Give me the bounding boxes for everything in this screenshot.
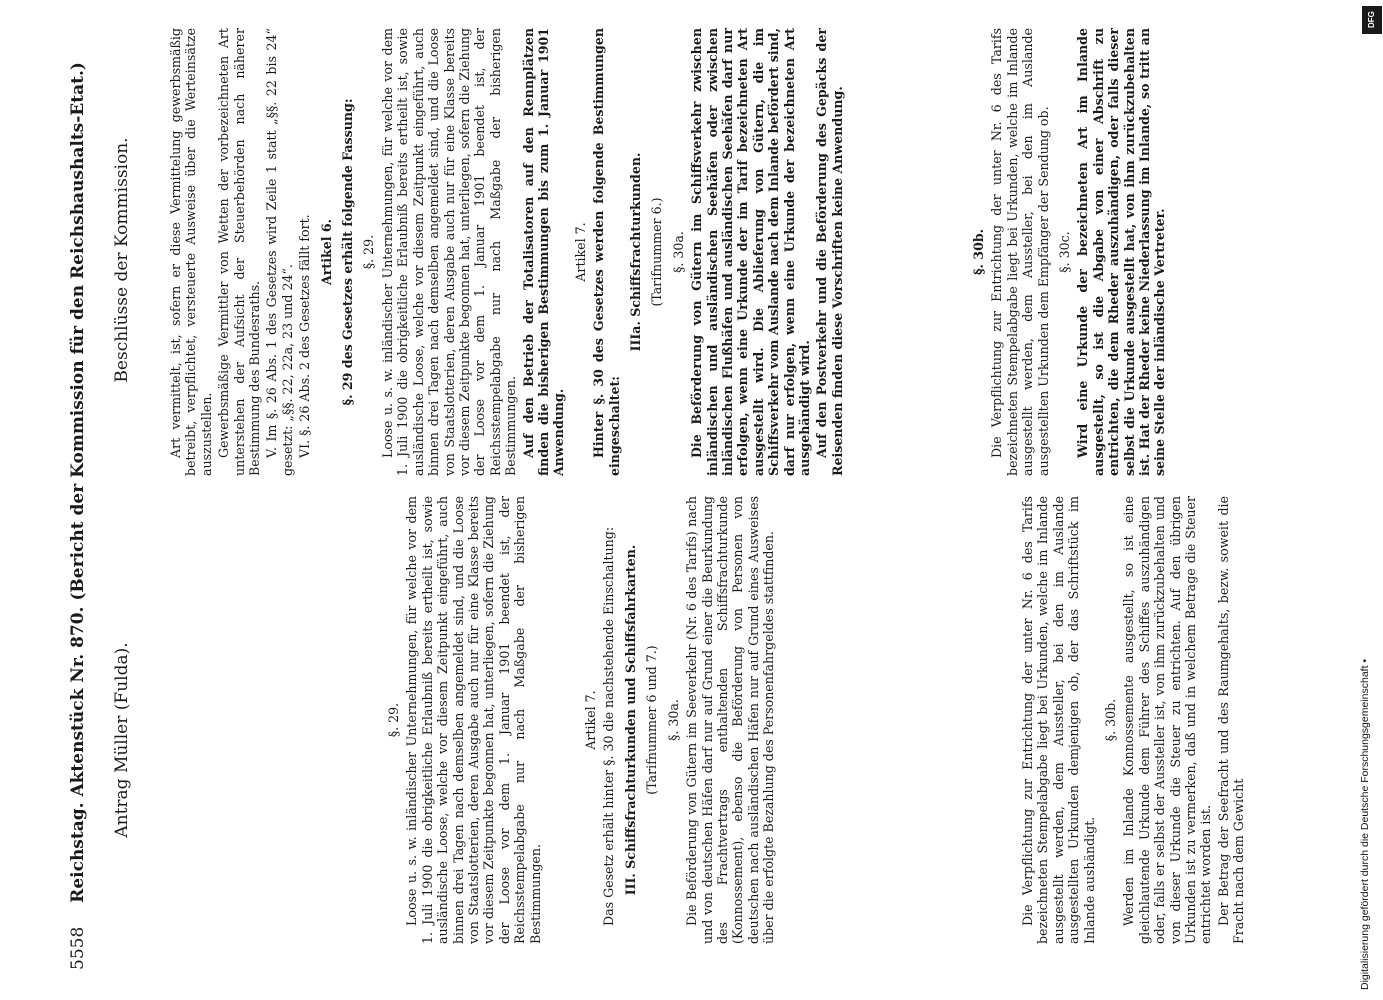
left-column-bottom: [1020, 496, 1249, 944]
left-section-30b-heading: §. 30b.: [1103, 698, 1119, 742]
article-6-text: §. 29 des Gesetzes erhält folgende Fassung:: [340, 98, 356, 406]
section-29-text: Loose u. s. w. inländischer Unternehmungen, für welche vor dem 1. Juli 1900 die obrigkeitliche Erlaubniß bereits ertheilt ist, sowie ausländische Loose, welche vor diesem Zeitpunkt eingeführt, auch binnen drei Tagen nach demselben angemeldet sind, und die Loose von Staatslotterien, deren Ausgabe auch nur für eine Klasse bereits vor diesem Zeitpunkte begonnen hat, unterliegen, sofern die Ziehung der Loose vor dem 1. Januar 1901 beendet ist, der Reichsstempelabgabe nur nach Maßgabe der bisherigen Bestimmungen.: [404, 496, 543, 944]
section-iiia-sub: (Tarifnummer 6.): [649, 197, 665, 307]
right-section-30a-heading: §. 30a.: [670, 231, 686, 273]
section-30a-heading: §. 30a.: [665, 699, 681, 741]
section-iii-heading: III. Schiffsfrachturkunden und Schiffsfahrkarten.: [622, 544, 638, 896]
left-column-title: Antrag Müller (Fulda).: [112, 642, 132, 838]
left-column-top: [380, 496, 779, 944]
right-item-vi: VI. §. 26 Abs. 2 des Gesetzes fällt fort.: [297, 214, 313, 458]
right-intro-p2: Gewerbsmäßige Vermittler von Wetten der vorbezeichneten Art unterstehen der Aufsicht der Steuerbehörden nach näherer Bestimmung des Bundesraths.: [216, 28, 263, 476]
right-column-title: Beschlüsse der Kommission.: [112, 137, 132, 383]
header-title: Reichstag. Aktenstück Nr. 870. (Bericht der Kommission für den Reichshaushalts-Etat.): [68, 62, 88, 903]
article-6-heading: Artikel 6.: [318, 218, 334, 286]
section-29-heading: §. 29.: [386, 702, 401, 738]
section-iiia-heading: IIIa. Schiffsfrachturkunden.: [627, 152, 643, 352]
dfg-logo: DFG: [1362, 6, 1382, 34]
section-iii-sub: (Tarifnummer 6 und 7.): [644, 645, 660, 795]
right-column-top: [168, 28, 847, 476]
right-section-30a-text: Die Beförderung von Gütern im Schiffsverkehr zwischen inländischen und ausländischen Seehäfen oder zwischen inländischen Flußhäfen und ausländischen Seehäfen darf nur erfolgen, wenn eine Urkunde der im Tarif bezeichneten Art ausgestellt wird. Die Ablieferung von Gütern, die im Schiffsverkehr vom Auslande nach dem Inlande befördert sind, darf nur erfolgen, wenn eine Urkunde der bezeichneten Art ausgehändigt wird.: [689, 28, 813, 476]
section-30a-text: Die Beförderung von Gütern im Seeverkehr (Nr. 6 des Tarifs) nach und von deutschen Häfen darf nur auf Grund einer die Beurkundung des Frachtvertrags enthaltenden Schiffsfrachturkunde (Konnossement), ebenso die Beförderung von Personen von deutschen nach ausländischen Häfen nur auf Grund eines Ausweises über die erfolgte Bezahlung des Personenfahrgeldes stattfinden.: [684, 496, 777, 944]
right-bottom-p1: Die Verpflichtung zur Entrichtung der unter Nr. 6 des Tarifs bezeichneten Stempelabgabe liegt bei Urkunden, welche im Inlande ausgestellt werden, dem Aussteller, bei den im Auslande ausgestellten Urkunden dem Empfänger der Sendung ob.: [989, 28, 1051, 476]
right-column-bottom: [965, 28, 1170, 476]
left-bottom-p2: Werden im Inlande Konnossemente ausgestellt, so ist eine gleichlautende Urkunde dem Führer des Schiffes auszuhändigen oder, falls er selbst der Aussteller ist, von ihm zurückzubehalten und von dieser Urkunde die Steuer zu entrichten. Auf den übrigen Urkunden ist zu vermerken, daß und in welchem Betrage die Steuer entrichtet worden ist.: [1121, 496, 1214, 944]
right-bottom-p2: Wird eine Urkunde der bezeichneten Art im Inlande ausgestellt, so ist die Abgabe von einer Abschrift zu entrichten, die dem Rheder auszuhändigen, oder falls dieser selbst die Urkunde ausgestellt hat, von ihm zurückzubehalten ist. Hat der Rheder keine Niederlassung im Inlande, so tritt an seine Stelle der inländische Vertreter.: [1075, 28, 1168, 476]
right-item-v: V. Im §. 26 Abs. 1 des Gesetzes wird Zeile 1 statt „§§. 22 bis 24“ gesetzt: „§§. 22, 22a, 23 und 24“.: [264, 28, 295, 476]
right-section-29-bold: Auf den Betrieb der Totalisatoren auf den Rennplätzen finden die bisherigen Bestimmungen bis zum 1. Januar 1901 Anwendung.: [520, 28, 567, 476]
right-intro-p1: Art vermittelt, ist, sofern er diese Vermittelung gewerbsmäßig betreibt, verpflichtet, versteuerte Ausweise über die Werteinsätze auszustellen.: [168, 28, 214, 476]
right-article-7-text: Hinter §. 30 des Gesetzes werden folgende Bestimmungen eingeschaltet:: [591, 28, 622, 476]
right-section-30c-heading: §. 30c.: [1057, 231, 1073, 273]
left-bottom-p3: Der Betrag der Seefracht und des Raumgehalts, bezw. soweit die Fracht nach dem Gewicht: [1215, 496, 1247, 944]
right-section-30b-heading: §. 30b.: [971, 228, 986, 276]
right-section-29-heading: §. 29.: [361, 234, 377, 270]
article-7-heading: Artikel 7.: [583, 690, 599, 750]
right-section-30a-text2: Auf den Postverkehr und die Beförderung des Gepäcks der Reisenden finden diese Vorschriften keine Anwendung.: [814, 28, 845, 476]
page-number: 5558: [68, 926, 88, 970]
left-bottom-p1: Die Verpflichtung zur Entrichtung der unter Nr. 6 des Tarifs bezeichneten Stempelabgabe liegt bei Urkunden, welche im Inlande ausgestellt werden, dem Aussteller, bei den im Auslande ausgestellten Urkunden demjenigen ob, der das Schriftstück im Inlande aushändigt.: [1020, 496, 1097, 944]
footer-credit-strip: [1359, 20, 1383, 990]
right-article-7-heading: Artikel 7.: [572, 222, 588, 282]
article-7-text: Das Gesetz erhält hinter §. 30 die nachstehende Einschaltung:: [601, 526, 617, 926]
page-header: [68, 30, 98, 970]
footer-credit: Digitalisierung gefördert durch die Deutsche Forschungsgemeinschaft •: [1359, 658, 1371, 990]
right-section-29-text: Loose u. s. w. inländischer Unternehmungen, für welche vor dem 1. Juli 1900 die obrigkeitliche Erlaubniß bereits ertheilt ist, sowie ausländische Loose, welche vor diesem Zeitpunkt eingeführt, auch binnen drei Tagen nach demselben angemeldet sind, und die Loose von Staatslotterien, deren Ausgabe auch nur für eine Klasse bereits vor diesem Zeitpunkte begonnen hat, unterliegen, sofern die Ziehung der Loose vor dem 1. Januar 1901 beendet ist, der Reichsstempelabgabe nur nach Maßgabe der bisherigen Bestimmungen.: [379, 28, 519, 476]
